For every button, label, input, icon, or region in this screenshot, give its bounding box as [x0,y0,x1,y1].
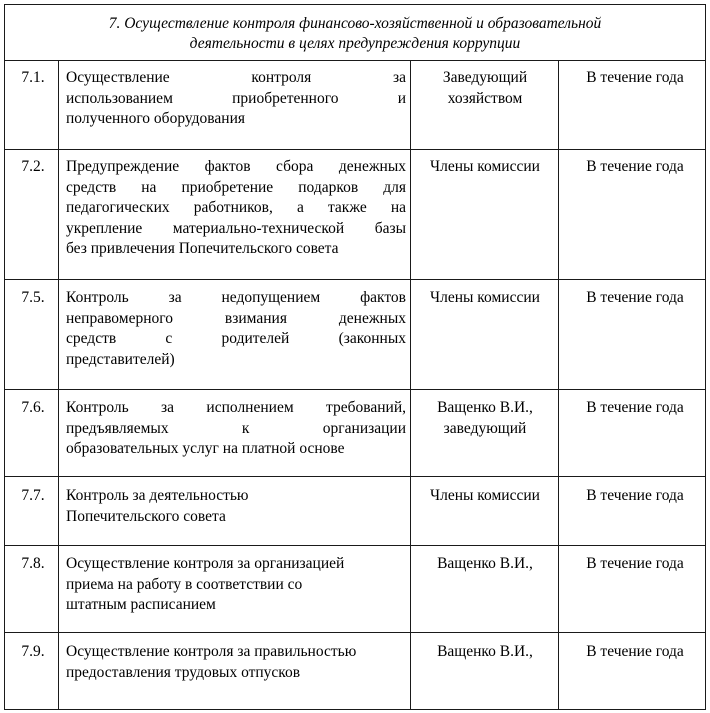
row-deadline: В течение года [586,69,684,86]
row-deadline: В течение года [586,487,684,504]
responsible-line: Ващенко В.И., [437,399,533,416]
table-border-top [4,4,706,5]
description-line: педагогических работников, а также на [66,199,406,216]
table-border-right [705,4,706,710]
section-title-line: 7. Осуществление контроля финансово-хозяйственной и образовательной [108,15,602,32]
row-description [66,554,406,616]
responsible-line: заведующий [443,419,527,437]
description-line: Осуществление контроля за [66,69,406,86]
row-divider [4,476,706,477]
row-number: 7.1. [21,69,45,86]
description-line: штатным расписанием [66,596,216,613]
header-divider [4,60,706,61]
description-line: использованием приобретенного и [66,89,406,107]
responsible-line: Члены комиссии [430,487,540,504]
row-divider [4,389,706,390]
description-line: неправомерного взимания денежных [66,309,406,327]
description-line: Контроль за исполнением требований, [66,399,406,416]
col-divider-2 [410,60,411,710]
description-line: Контроль за недопущением фактов [66,289,406,306]
section-title-line: деятельности в целях предупреждения коррупции [189,35,521,52]
responsible-line: Члены комиссии [430,289,540,306]
section-title [5,14,705,54]
row-description [66,68,406,130]
row-deadline: В течение года [586,643,684,660]
row-deadline: В течение года [586,289,684,306]
description-line: Предупреждение фактов сбора денежных [66,158,406,175]
row-description [66,157,406,260]
row-deadline: В течение года [586,158,684,175]
responsible-line: хозяйством [447,89,523,107]
description-line: предоставления трудовых отпусков [66,663,301,681]
description-line: полученного оборудования [66,110,245,127]
row-number: 7.2. [21,158,45,175]
row-responsible [414,288,556,309]
responsible-line: Ващенко В.И., [437,643,533,660]
row-description [66,398,406,460]
description-line: приема на работу в соответствии со [66,575,303,593]
table-border-left [4,4,5,710]
description-line: Осуществление контроля за организацией [66,555,345,572]
table-border-bottom [4,709,706,710]
description-line: Попечительского совета [66,507,226,525]
description-line: представителей) [66,350,175,368]
row-responsible [414,157,556,178]
col-divider-1 [58,60,59,710]
description-line: Осуществление контроля за правильностью [66,643,357,660]
responsible-line: Члены комиссии [430,158,540,175]
col-divider-3 [558,60,559,710]
responsible-line: Заведующий [442,69,528,86]
description-line: Контроль за деятельностью [66,487,249,504]
row-responsible [414,68,556,109]
row-description [66,642,406,683]
description-line: без привлечения Попечительского совета [66,240,339,257]
description-line: образовательных услуг на платной основе [66,440,345,457]
row-deadline: В течение года [586,399,684,416]
row-divider [4,279,706,280]
row-description [66,288,406,370]
responsible-line: Ващенко В.И., [437,555,533,572]
row-number: 7.8. [21,555,45,572]
row-responsible [414,486,556,507]
description-line: укрепление материально-технической базы [66,219,406,237]
row-divider [4,632,706,633]
row-divider [4,149,706,150]
row-number: 7.7. [21,487,45,504]
row-responsible [414,642,556,663]
row-deadline: В течение года [586,555,684,572]
row-number: 7.9. [21,643,45,660]
description-line: средств с родителей (законных [66,330,406,347]
description-line: предъявляемых к организации [66,419,406,437]
row-responsible [414,398,556,439]
row-number: 7.5. [21,289,45,306]
row-number: 7.6. [21,399,45,416]
description-line: средств на приобретение подарков для [66,178,406,196]
row-divider [4,545,706,546]
row-description [66,486,406,527]
row-responsible [414,554,556,575]
